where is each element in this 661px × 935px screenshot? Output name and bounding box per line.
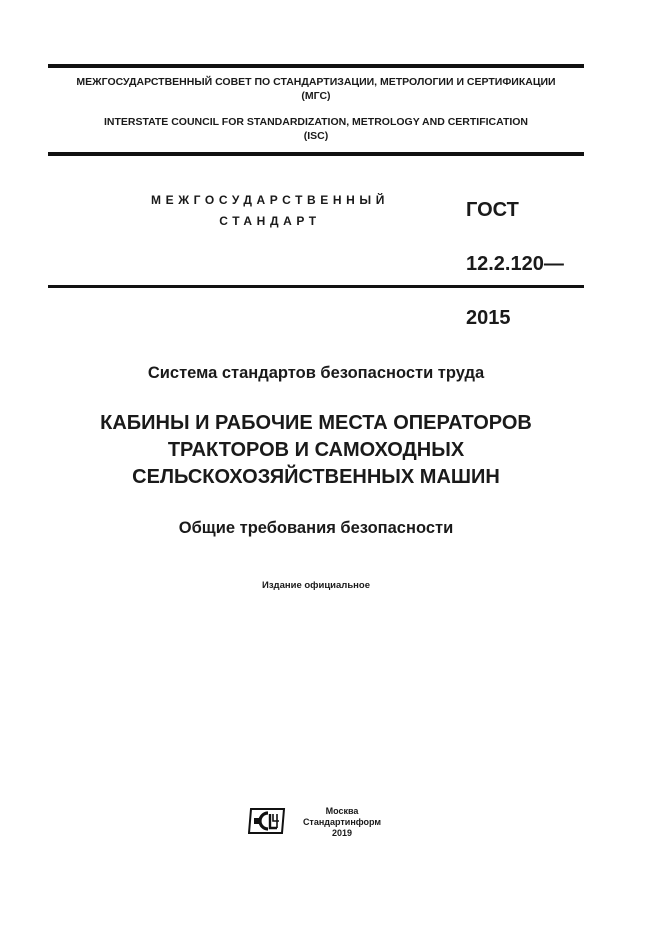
council-name-ru — [48, 75, 584, 103]
publisher-year: 2019 — [331, 828, 353, 838]
standartinform-logo-icon — [248, 806, 286, 836]
main-title-line2: ТРАКТОРОВ И САМОХОДНЫХ — [167, 439, 465, 461]
gost-code — [466, 170, 564, 359]
publisher-city: Москва — [325, 806, 359, 816]
council-name-en-text: INTERSTATE COUNCIL FOR STANDARDIZATION, METROLOGY AND CERTIFICATION — [103, 116, 529, 128]
top-rule — [48, 64, 584, 68]
publisher-name: Стандартинформ — [302, 817, 382, 827]
series-title: Система стандартов безопасности труда — [147, 364, 485, 382]
main-title-line1: КАБИНЫ И РАБОЧИЕ МЕСТА ОПЕРАТОРОВ — [100, 412, 532, 434]
council-abbr-en: (ISC) — [303, 130, 329, 142]
header-bottom-rule — [48, 152, 584, 156]
gost-code-prefix: ГОСТ — [466, 199, 519, 221]
standard-label — [120, 190, 420, 232]
council-abbr-ru: (МГС) — [301, 90, 331, 102]
publisher-imprint — [302, 806, 382, 839]
council-name-ru-text: МЕЖГОСУДАРСТВЕННЫЙ СОВЕТ ПО СТАНДАРТИЗАЦИИ, МЕТРОЛОГИИ И СЕРТИФИКАЦИИ — [76, 76, 556, 88]
edition-note: Издание официальное — [262, 580, 370, 591]
standard-label-line1: МЕЖГОСУДАРСТВЕННЫЙ — [151, 193, 389, 207]
main-title-line3: СЕЛЬСКОХОЗЯЙСТВЕННЫХ МАШИН — [132, 466, 500, 488]
standard-label-line2: СТАНДАРТ — [219, 214, 321, 228]
council-name-en — [48, 115, 584, 143]
main-title — [48, 410, 584, 491]
gost-code-number: 12.2.120— — [466, 253, 564, 275]
subtitle: Общие требования безопасности — [178, 519, 454, 537]
gost-code-year: 2015 — [466, 307, 511, 329]
code-bottom-rule — [48, 285, 584, 288]
